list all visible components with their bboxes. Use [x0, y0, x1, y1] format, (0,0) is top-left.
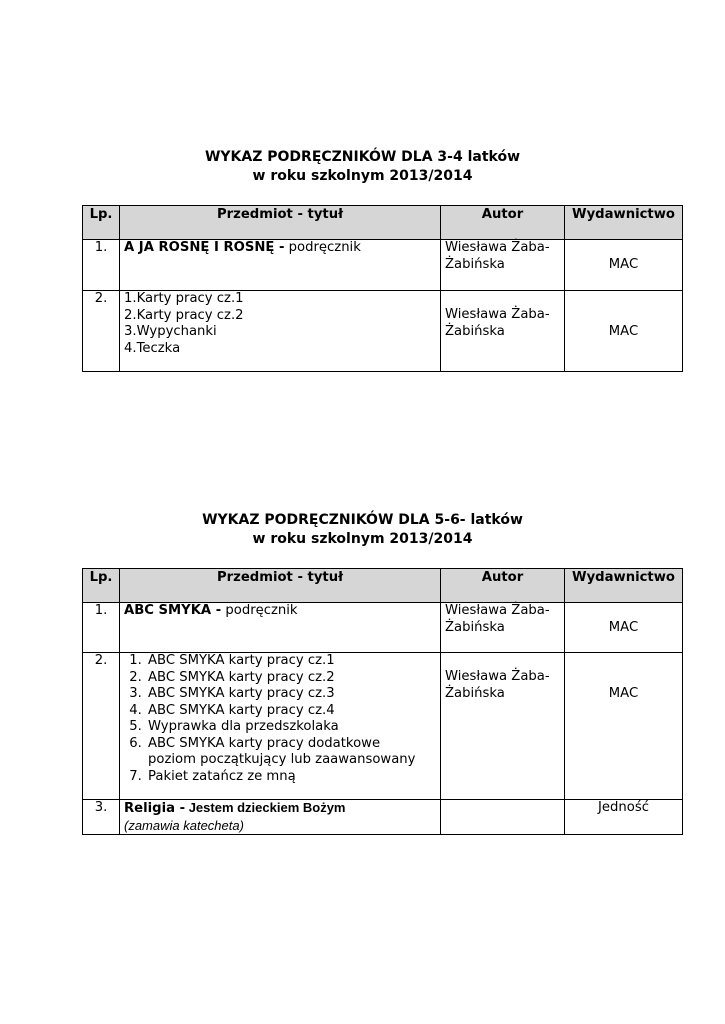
list-item: 2.Karty pracy cz.2 — [124, 307, 244, 323]
list-item: 1.Karty pracy cz.1 — [124, 291, 244, 306]
subject-title: Religia - — [124, 801, 186, 816]
section2-title — [0, 511, 725, 549]
subject-title: A JA ROSNĘ I ROSNĘ - — [124, 240, 285, 255]
list-item: 2. ABC SMYKA karty pracy cz.2 — [146, 670, 436, 687]
section1-title-line2: w roku szkolnym 2013/2014 — [252, 168, 473, 184]
header-subject: Przedmiot - tytuł — [120, 206, 441, 240]
table-row — [83, 800, 683, 835]
header-publisher: Wydawnictwo — [565, 206, 683, 240]
table-row — [83, 240, 683, 291]
header-subject: Przedmiot - tytuł — [120, 569, 441, 603]
subject-title: ABC SMYKA - — [124, 603, 222, 618]
table-header-row — [83, 206, 683, 240]
publisher-text: MAC — [608, 686, 639, 701]
table-row — [83, 603, 683, 653]
row-subject — [120, 653, 441, 800]
header-lp: Lp. — [83, 206, 120, 240]
row-lp: 1. — [83, 603, 120, 653]
table-row — [83, 653, 683, 800]
publisher-text: MAC — [608, 324, 639, 339]
row-publisher — [565, 653, 683, 800]
list-item: 3. ABC SMYKA karty pracy cz.3 — [146, 686, 436, 703]
author-line: Wiesława Żaba- — [445, 240, 550, 255]
subject-note: (zamawia katecheta) — [124, 817, 244, 833]
publisher-text: MAC — [608, 257, 639, 272]
row-lp: 2. — [83, 653, 120, 800]
list-item: 3.Wypychanki — [124, 324, 217, 339]
row-author — [441, 800, 565, 835]
list-item: 7. Pakiet zatańcz ze mną — [146, 769, 436, 786]
section2-title-line1: WYKAZ PODRĘCZNIKÓW DLA 5-6- latków — [202, 512, 523, 528]
header-publisher: Wydawnictwo — [565, 569, 683, 603]
row-subject — [120, 603, 441, 653]
section2-title-line2: w roku szkolnym 2013/2014 — [252, 531, 473, 547]
row-publisher — [565, 240, 683, 291]
row-publisher: Jedność — [565, 800, 683, 835]
table-header-row — [83, 569, 683, 603]
header-author: Autor — [441, 569, 565, 603]
row-lp: 2. — [83, 291, 120, 372]
author-line: Żabińska — [445, 256, 505, 272]
row-subject — [120, 800, 441, 835]
subject-type: Jestem dzieckiem Bożym — [185, 800, 346, 815]
subject-type: podręcznik — [221, 603, 298, 618]
list-item: 5. Wyprawka dla przedszkolaka — [146, 719, 436, 736]
author-line: Wiesława Żaba- — [445, 307, 550, 322]
section1-title — [0, 148, 725, 186]
author-line: Żabińska — [445, 619, 505, 635]
subject-type: podręcznik — [284, 240, 361, 255]
row-author — [441, 291, 565, 372]
author-line: Żabińska — [445, 685, 505, 701]
publisher-text: MAC — [608, 620, 639, 635]
author-line: Żabińska — [445, 323, 505, 339]
row-lp: 1. — [83, 240, 120, 291]
list-item: 6. ABC SMYKA karty pracy dodatkowe poziom początkujący lub zaawansowany — [146, 736, 418, 769]
list-item: 1. ABC SMYKA karty pracy cz.1 — [146, 653, 436, 670]
header-author: Autor — [441, 206, 565, 240]
row-publisher — [565, 603, 683, 653]
list-item: 4. ABC SMYKA karty pracy cz.4 — [146, 703, 436, 720]
list-item: 4.Teczka — [124, 340, 181, 356]
row-subject — [120, 240, 441, 291]
row-publisher — [565, 291, 683, 372]
section1-title-line1: WYKAZ PODRĘCZNIKÓW DLA 3-4 latków — [204, 149, 521, 165]
row-subject — [120, 291, 441, 372]
section1-table — [82, 205, 683, 372]
header-lp: Lp. — [83, 569, 120, 603]
item-list — [124, 653, 436, 785]
table-row — [83, 291, 683, 372]
row-author — [441, 603, 565, 653]
section2-table — [82, 568, 683, 835]
author-line: Wiesława Żaba- — [445, 603, 550, 618]
author-line: Wiesława Żaba- — [445, 669, 550, 684]
row-author — [441, 240, 565, 291]
row-author — [441, 653, 565, 800]
row-lp: 3. — [83, 800, 120, 835]
